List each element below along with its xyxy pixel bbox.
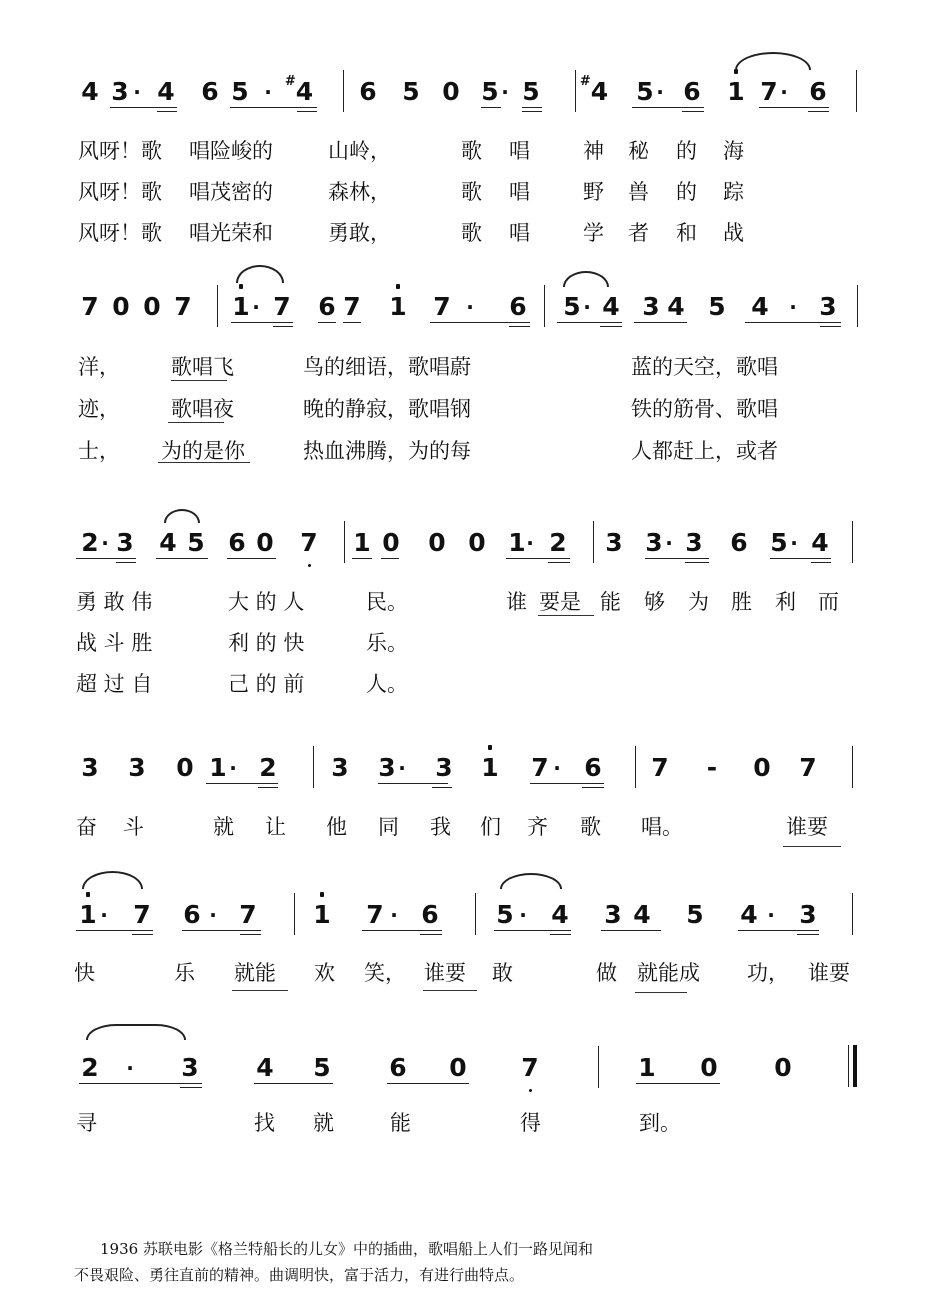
note: 0 — [428, 528, 446, 557]
note: 1 — [209, 753, 227, 782]
beam-underline — [636, 1083, 720, 1084]
augmentation-dot: · — [583, 295, 591, 319]
note: 7 — [273, 292, 291, 321]
note: 5 — [686, 900, 704, 929]
barline — [217, 285, 218, 327]
note: 3 — [116, 528, 134, 557]
jianpu-score: 4 3 · 4 6 5 · #4 6 5 0 5 · 5 #4 5 · 6 1 7 · 6 风呀！歌 唱险峻的 山岭， 歌 唱 神 秘 的 海 风呀！歌 唱茂密的 森林， 歌 唱 野 兽 的 踪 风呀！歌 唱光荣和 勇敢， 歌 唱 学 者 和 战 7 0 0 7 1 · 7 6 7 1 7 · 6 5 · 4 3 4 5 4 · 3 洋， 歌唱飞 鸟的细语，歌唱蔚 蓝的天空，歌唱 迹， 歌唱夜 晚的静寂，歌唱钢 铁的筋骨、歌唱 士， 为的是你 热血沸腾，为的每 人都赶上，或者 2 · 3 4 5 6 0 7 1 0 0 0 1 · 2 3 3 · 3 6 5 · 4 勇 敢 伟 大 的 人 民。 谁 要是 能 够 为 胜 利 而 战 斗 胜 利 的 快 乐。 超 过 自 己 的 前 人。 3 3 0 1 · 2 3 3 · 3 1 7 · 6 7 - 0 7 奋 斗 就 让 他 同 我 们 齐 歌 唱。 谁要 1 · 7 6 · 7 1 7 · 6 5 · 4 3 4 5 4 · 3 快 乐 就能 欢 笑， 谁要 敢 做 就能成 功， 谁要 2 · 3 4 5 6 0 7 1 0 0 寻 找 就 能 得 到。 1936 苏联电影《格兰特船长的儿女》中的插曲，歌唱船上人们一路见闻和 不畏艰险、勇往直前的精神。曲调明快，富于活力，有进行曲特点。 — [0, 0, 948, 1316]
system-4-notes — [0, 748, 948, 788]
slur — [164, 509, 200, 523]
lyric-underline — [232, 990, 288, 991]
beam-underline — [759, 107, 829, 108]
beam-underline — [632, 107, 704, 108]
note: 6 — [318, 292, 336, 321]
note: 6 — [359, 77, 377, 106]
note: 3 — [799, 900, 817, 929]
beam-underline — [685, 562, 709, 563]
high-octave-note: 1 — [313, 895, 331, 935]
note: 6 — [730, 528, 748, 557]
high-octave-note: 1 — [79, 895, 97, 935]
slur — [236, 265, 284, 283]
low-octave-dot-icon — [308, 564, 311, 567]
beam-underline — [548, 562, 570, 563]
barline — [593, 521, 594, 563]
note: 5 — [313, 1053, 331, 1082]
augmentation-dot: · — [390, 903, 398, 927]
note: 5 — [522, 77, 540, 106]
beam-underline — [530, 783, 604, 784]
note: 5 — [187, 528, 205, 557]
high-octave-note: 1 — [232, 287, 250, 327]
beam-underline — [808, 111, 829, 112]
note: 7 — [433, 292, 451, 321]
beam-underline — [230, 107, 317, 108]
note: 4 — [751, 292, 769, 321]
beam-underline — [634, 322, 687, 323]
note: 4 — [633, 900, 651, 929]
beam-underline — [506, 558, 570, 559]
note: 4 — [740, 900, 758, 929]
note: 3 — [645, 528, 663, 557]
beam-underline — [227, 558, 276, 559]
sharp-note: #4 — [579, 74, 609, 106]
beam-underline — [811, 562, 831, 563]
note: 7 — [174, 292, 192, 321]
augmentation-dot: · — [133, 80, 141, 104]
beam-underline — [352, 558, 372, 559]
beam-underline — [682, 111, 704, 112]
high-octave-note: 1 — [727, 72, 745, 112]
augmentation-dot: · — [466, 295, 474, 319]
augmentation-dot: · — [789, 295, 797, 319]
barline — [598, 1046, 599, 1088]
lyric-underline — [423, 990, 477, 991]
beam-underline — [76, 558, 136, 559]
augmentation-dot: · — [126, 1056, 134, 1080]
high-octave-note: 1 — [481, 748, 499, 788]
beam-underline — [600, 326, 622, 327]
lyric-underline — [168, 422, 224, 423]
augmentation-dot: · — [553, 756, 561, 780]
barline — [852, 746, 853, 788]
note: 2 — [549, 528, 567, 557]
note: 6 — [421, 900, 439, 929]
dash: - — [706, 753, 718, 782]
beam-underline — [110, 107, 177, 108]
note: 6 — [584, 753, 602, 782]
beam-underline — [231, 322, 293, 323]
beam-underline — [522, 107, 542, 108]
low-octave-note: 7 — [521, 1048, 539, 1088]
beam-underline — [79, 1083, 202, 1084]
slur — [563, 271, 609, 287]
note: 7 — [366, 900, 384, 929]
lyric-underline — [635, 992, 687, 993]
note: 3 — [81, 753, 99, 782]
note: 2 — [81, 1053, 99, 1082]
lyric-underline — [538, 615, 594, 616]
beam-underline — [76, 930, 153, 931]
high-octave-dot-icon — [396, 284, 400, 289]
system-2-notes — [0, 287, 948, 327]
note: 7 — [239, 900, 257, 929]
barline — [343, 70, 344, 112]
footnote-line-1: 1936 苏联电影《格兰特船长的儿女》中的插曲，歌唱船上人们一路见闻和 — [100, 1240, 593, 1258]
note: 5 — [231, 77, 249, 106]
beam-underline — [343, 322, 361, 323]
note: 6 — [683, 77, 701, 106]
note: 0 — [468, 528, 486, 557]
beam-underline — [420, 934, 442, 935]
augmentation-dot: · — [780, 80, 788, 104]
lyric-underline — [158, 462, 250, 463]
note: 6 — [183, 900, 201, 929]
beam-underline — [432, 787, 452, 788]
beam-underline — [180, 1087, 202, 1088]
note: 3 — [331, 753, 349, 782]
note: 4 — [157, 77, 175, 106]
beam-underline — [254, 1083, 333, 1084]
barline — [575, 70, 576, 112]
note: 5 — [496, 900, 514, 929]
beam-underline — [738, 930, 819, 931]
note: 7 — [651, 753, 669, 782]
lyric-underline — [783, 846, 841, 847]
beam-underline — [430, 322, 530, 323]
note: 0 — [143, 292, 161, 321]
slur — [86, 1024, 186, 1040]
beam-underline — [645, 558, 709, 559]
note: 1 — [353, 528, 371, 557]
note: 3 — [181, 1053, 199, 1082]
note: 0 — [382, 528, 400, 557]
barline — [313, 746, 314, 788]
beam-underline — [745, 322, 841, 323]
beam-underline — [258, 787, 278, 788]
augmentation-dot: · — [767, 903, 775, 927]
beam-underline — [381, 558, 399, 559]
beam-underline — [116, 562, 136, 563]
note: 5 — [402, 77, 420, 106]
slur — [735, 52, 811, 70]
note: 4 — [81, 77, 99, 106]
augmentation-dot: · — [790, 531, 798, 555]
barline — [635, 746, 636, 788]
beam-underline — [273, 326, 293, 327]
augmentation-dot: · — [526, 531, 534, 555]
note: 4 — [667, 292, 685, 321]
note: 3 — [685, 528, 703, 557]
note: 0 — [256, 528, 274, 557]
barline — [344, 521, 345, 563]
note: 5 — [770, 528, 788, 557]
slur — [500, 873, 562, 889]
augmentation-dot: · — [101, 531, 109, 555]
beam-underline — [522, 111, 542, 112]
augmentation-dot: · — [656, 80, 664, 104]
high-octave-dot-icon — [488, 745, 492, 750]
note: 5 — [481, 77, 499, 106]
augmentation-dot: · — [100, 903, 108, 927]
barline — [852, 893, 853, 935]
note: 5 — [563, 292, 581, 321]
barline — [475, 893, 476, 935]
sharp-note: #4 — [284, 74, 314, 106]
note: 3 — [128, 753, 146, 782]
note: 7 — [531, 753, 549, 782]
beam-underline — [240, 934, 261, 935]
beam-underline — [820, 326, 841, 327]
final-barline-thin — [848, 1045, 849, 1087]
note: 5 — [708, 292, 726, 321]
beam-underline — [182, 930, 261, 931]
augmentation-dot: · — [252, 295, 260, 319]
beam-underline — [387, 1083, 469, 1084]
system-5-notes — [0, 895, 948, 935]
beam-underline — [582, 787, 604, 788]
note: 3 — [819, 292, 837, 321]
augmentation-dot: · — [229, 756, 237, 780]
beam-underline — [297, 111, 317, 112]
barline — [852, 521, 853, 563]
sharp-icon: # — [284, 74, 296, 89]
note: 0 — [774, 1053, 792, 1082]
low-octave-dot-icon — [529, 1089, 532, 1092]
note: 6 — [809, 77, 827, 106]
beam-underline — [156, 558, 208, 559]
beam-underline — [481, 107, 501, 108]
note: 1 — [508, 528, 526, 557]
note: 3 — [642, 292, 660, 321]
note: 2 — [81, 528, 99, 557]
system-1-notes — [0, 72, 948, 112]
barline — [544, 285, 545, 327]
high-octave-dot-icon — [86, 892, 90, 897]
beam-underline — [318, 322, 336, 323]
beam-underline — [132, 934, 153, 935]
beam-underline — [206, 783, 278, 784]
high-octave-note: 1 — [389, 287, 407, 327]
beam-underline — [378, 783, 448, 784]
note: 4 — [811, 528, 829, 557]
note: 4 — [159, 528, 177, 557]
note: 0 — [112, 292, 130, 321]
barline — [856, 70, 857, 112]
slur — [82, 871, 143, 889]
note: 0 — [176, 753, 194, 782]
augmentation-dot: · — [519, 903, 527, 927]
low-octave-note: 7 — [300, 523, 318, 563]
note: 3 — [604, 900, 622, 929]
beam-underline — [601, 930, 661, 931]
note: 3 — [378, 753, 396, 782]
note: 4 — [256, 1053, 274, 1082]
note: 3 — [111, 77, 129, 106]
note: 7 — [760, 77, 778, 106]
note: 7 — [799, 753, 817, 782]
augmentation-dot: · — [209, 903, 217, 927]
note: 6 — [509, 292, 527, 321]
high-octave-dot-icon — [320, 892, 324, 897]
barline — [294, 893, 295, 935]
note: 3 — [435, 753, 453, 782]
augmentation-dot: · — [264, 80, 272, 104]
beam-underline — [770, 558, 831, 559]
beam-underline — [494, 930, 571, 931]
note: 3 — [605, 528, 623, 557]
lyric-underline — [171, 380, 227, 381]
augmentation-dot: · — [501, 80, 509, 104]
augmentation-dot: · — [398, 756, 406, 780]
system-3-notes — [0, 523, 948, 563]
final-barline-thick — [853, 1045, 857, 1087]
note: 0 — [442, 77, 460, 106]
beam-underline — [557, 322, 622, 323]
beam-underline — [797, 934, 819, 935]
sharp-icon: # — [579, 74, 591, 89]
note: 5 — [636, 77, 654, 106]
note: 7 — [343, 292, 361, 321]
note: 0 — [753, 753, 771, 782]
note: 6 — [201, 77, 219, 106]
note: 6 — [228, 528, 246, 557]
beam-underline — [157, 111, 177, 112]
system-6-notes — [0, 1048, 948, 1088]
note: 1 — [638, 1053, 656, 1082]
beam-underline — [362, 930, 442, 931]
footnote — [74, 1236, 864, 1288]
augmentation-dot: · — [665, 531, 673, 555]
note: 0 — [700, 1053, 718, 1082]
high-octave-dot-icon — [239, 284, 243, 289]
note: 0 — [449, 1053, 467, 1082]
note: 2 — [259, 753, 277, 782]
note: 4 — [551, 900, 569, 929]
note: 4 — [602, 292, 620, 321]
barline — [857, 285, 858, 327]
beam-underline — [550, 934, 571, 935]
footnote-line-2: 不畏艰险、勇往直前的精神。曲调明快，富于活力，有进行曲特点。 — [74, 1266, 525, 1284]
note: 7 — [81, 292, 99, 321]
note: 6 — [389, 1053, 407, 1082]
note: 7 — [133, 900, 151, 929]
beam-underline — [509, 326, 530, 327]
